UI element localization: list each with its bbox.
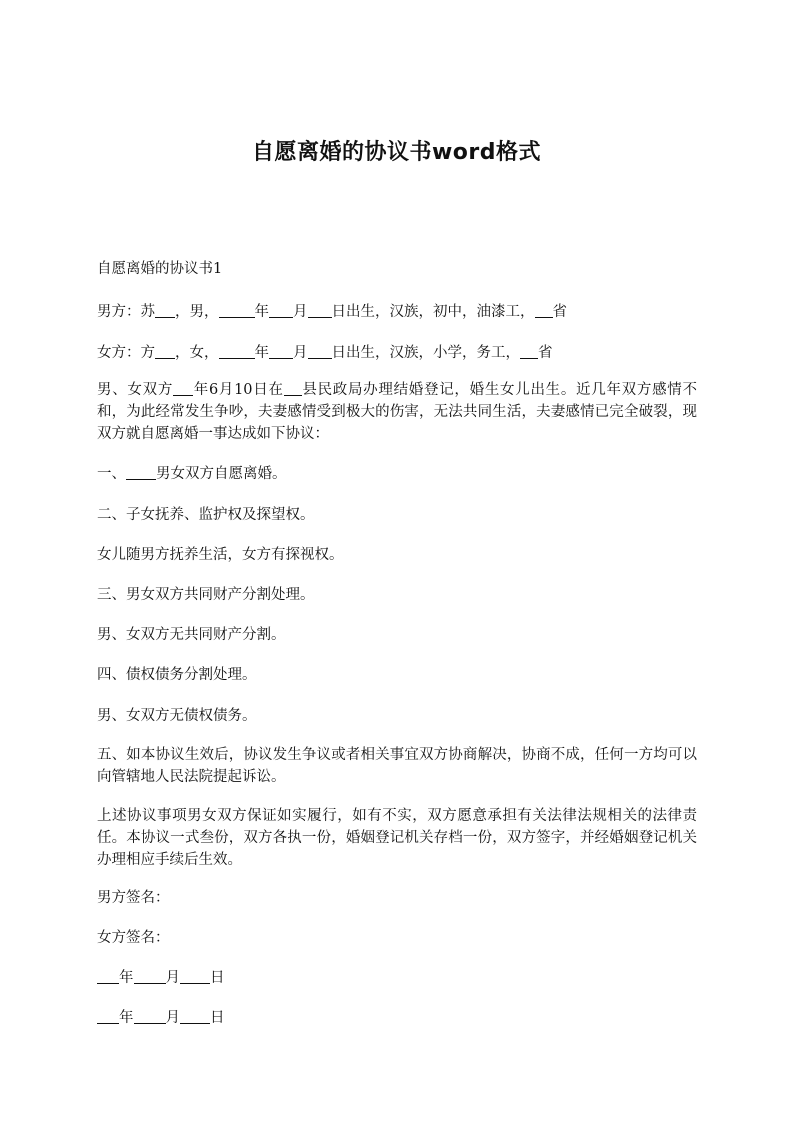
blank-field	[97, 1009, 119, 1024]
blank-field	[520, 344, 538, 359]
blank-field	[219, 303, 255, 318]
clause-1	[97, 463, 697, 485]
male-details-text: 日出生，汉族，初中，油漆工，	[331, 304, 535, 320]
blank-field	[308, 303, 332, 318]
intro-text-rest: 县民政局办理结婚登记，婚生女儿出生。近几年双方感情不和，为此经常发生争吵，夫妻感情受到极大的伤害，无法共同生活，夫妻感情已完全破裂，现双方就自愿离婚一事达成如下协议：	[97, 382, 697, 442]
female-details-text: 日出生，汉族，小学，务工，	[331, 345, 520, 361]
blank-field	[269, 303, 293, 318]
blank-field	[134, 969, 166, 984]
male-gender-text: ，男，	[175, 304, 219, 320]
month-label: 月	[165, 1010, 180, 1026]
year-label: 年	[119, 970, 134, 986]
year-label: 年	[119, 1010, 134, 1026]
clause-1-text: 男女双方自愿离婚。	[156, 466, 287, 482]
female-signature-label: 女方签名：	[97, 930, 170, 946]
day-label: 日	[210, 1010, 225, 1026]
clause-4-text: 男、女双方无债权债务。	[97, 708, 257, 724]
year-label: 年	[254, 345, 269, 361]
clause-1-number: 一、	[97, 466, 126, 482]
section-subtitle: 自愿离婚的协议书1	[97, 261, 223, 277]
province-label: 省	[552, 304, 567, 320]
month-label: 月	[293, 304, 308, 320]
clause-2-heading: 二、子女抚养、监护权及探望权。	[97, 507, 315, 523]
blank-field	[155, 344, 175, 359]
document-title: 自愿离婚的协议书word格式	[251, 140, 542, 165]
date-line-male	[97, 967, 697, 989]
blank-field	[308, 344, 332, 359]
blank-field	[173, 381, 193, 396]
day-label: 日	[210, 970, 225, 986]
clause-5: 五、如本协议生效后，协议发生争议或者相关事宜双方协商解决，协商不成，任何一方均可以向管辖地人民法院提起诉讼。	[97, 747, 697, 785]
female-name-label: 女方：方	[97, 345, 155, 361]
blank-field	[180, 1009, 210, 1024]
clause-3-text: 男、女双方无共同财产分割。	[97, 627, 286, 643]
blank-field	[134, 1009, 166, 1024]
month-label: 月	[165, 970, 180, 986]
blank-field	[269, 344, 293, 359]
blank-field	[155, 303, 175, 318]
male-name-label: 男方：苏	[97, 304, 155, 320]
female-gender-text: ，女，	[175, 345, 219, 361]
blank-field	[219, 344, 255, 359]
month-label: 月	[293, 345, 308, 361]
blank-field	[126, 465, 156, 480]
blank-field	[535, 303, 553, 318]
blank-field	[284, 381, 302, 396]
clause-2-text: 女儿随男方抚养生活，女方有探视权。	[97, 547, 344, 563]
clause-4-heading: 四、债权债务分割处理。	[97, 667, 257, 683]
blank-field	[180, 969, 210, 984]
intro-text-date: 年6月10日在	[193, 382, 284, 398]
date-line-female	[97, 1007, 697, 1029]
female-party-line	[97, 342, 697, 364]
closing-paragraph: 上述协议事项男女双方保证如实履行，如有不实，双方愿意承担有关法律法规相关的法律责任。本协议一式叁份，双方各执一份，婚姻登记机关存档一份，双方签字，并经婚姻登记机关办理相应手续后生效。	[97, 808, 697, 868]
intro-text-start: 男、女双方	[97, 382, 174, 398]
male-party-line	[97, 301, 697, 323]
male-signature-label: 男方签名：	[97, 890, 170, 906]
year-label: 年	[254, 304, 269, 320]
province-label: 省	[538, 345, 553, 361]
intro-paragraph	[97, 379, 697, 445]
blank-field	[97, 969, 119, 984]
clause-3-heading: 三、男女双方共同财产分割处理。	[97, 587, 315, 603]
